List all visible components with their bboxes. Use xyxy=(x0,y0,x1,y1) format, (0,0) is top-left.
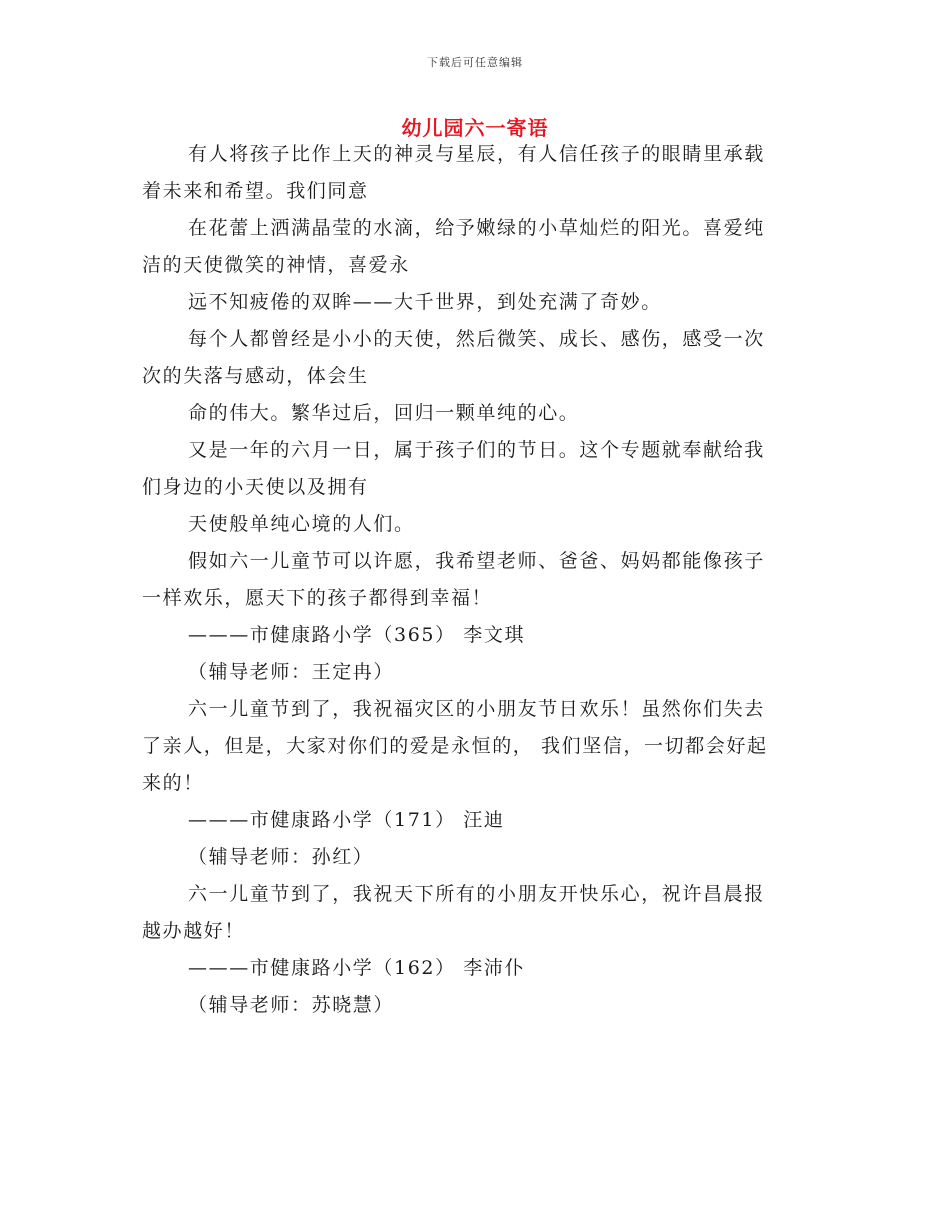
text-line: 着未来和希望。我们同意 xyxy=(142,180,369,202)
signature-line: ———市健康路小学（365） 李文琪 xyxy=(188,624,526,646)
signature-line: ———市健康路小学（171） 汪迪 xyxy=(188,809,505,831)
text-line: 来的！ xyxy=(142,772,204,794)
text-line: 远不知疲倦的双眸——大千世界，到处充满了奇妙。 xyxy=(188,291,662,313)
document-body xyxy=(142,136,808,1024)
document-title: 幼儿园六一寄语 xyxy=(401,116,549,140)
text-line: 命的伟大。繁华过后，回归一颗单纯的心。 xyxy=(188,402,580,424)
text-line: 六一儿童节到了，我祝天下所有的小朋友开快乐心，祝许昌晨报 xyxy=(188,883,765,905)
text-line: 每个人都曾经是小小的天使，然后微笑、成长、感伤，感受一次 xyxy=(188,328,765,350)
text-line: 在花蕾上洒满晶莹的水滴，给予嫩绿的小草灿烂的阳光。喜爱纯 xyxy=(188,217,765,239)
advisor-line: （辅导老师：王定冉） xyxy=(188,661,395,683)
text-line: 天使般单纯心境的人们。 xyxy=(188,513,415,535)
text-line: 们身边的小天使以及拥有 xyxy=(142,476,369,498)
text-line: 次的失落与感动，体会生 xyxy=(142,365,369,387)
text-line: 有人将孩子比作上天的神灵与星辰，有人信任孩子的眼睛里承载 xyxy=(188,143,765,165)
text-line: 假如六一儿童节可以许愿，我希望老师、爸爸、妈妈都能像孩子 xyxy=(188,550,765,572)
advisor-line: （辅导老师：孙红） xyxy=(188,846,374,868)
text-line: 越办越好！ xyxy=(142,920,246,942)
header-note: 下载后可任意编辑 xyxy=(427,56,523,69)
advisor-line: （辅导老师：苏晓慧） xyxy=(188,994,395,1016)
text-line: 六一儿童节到了，我祝福灾区的小朋友节日欢乐！虽然你们失去 xyxy=(188,698,765,720)
text-line: 洁的天使微笑的神情，喜爱永 xyxy=(142,254,410,276)
text-line: 又是一年的六月一日，属于孩子们的节日。这个专题就奉献给我 xyxy=(188,439,765,461)
text-line: 一样欢乐，愿天下的孩子都得到幸福！ xyxy=(142,587,493,609)
text-line: 了亲人，但是，大家对你们的爱是永恒的， 我们坚信，一切都会好起 xyxy=(142,735,768,757)
signature-line: ———市健康路小学（162） 李沛仆 xyxy=(188,957,526,979)
